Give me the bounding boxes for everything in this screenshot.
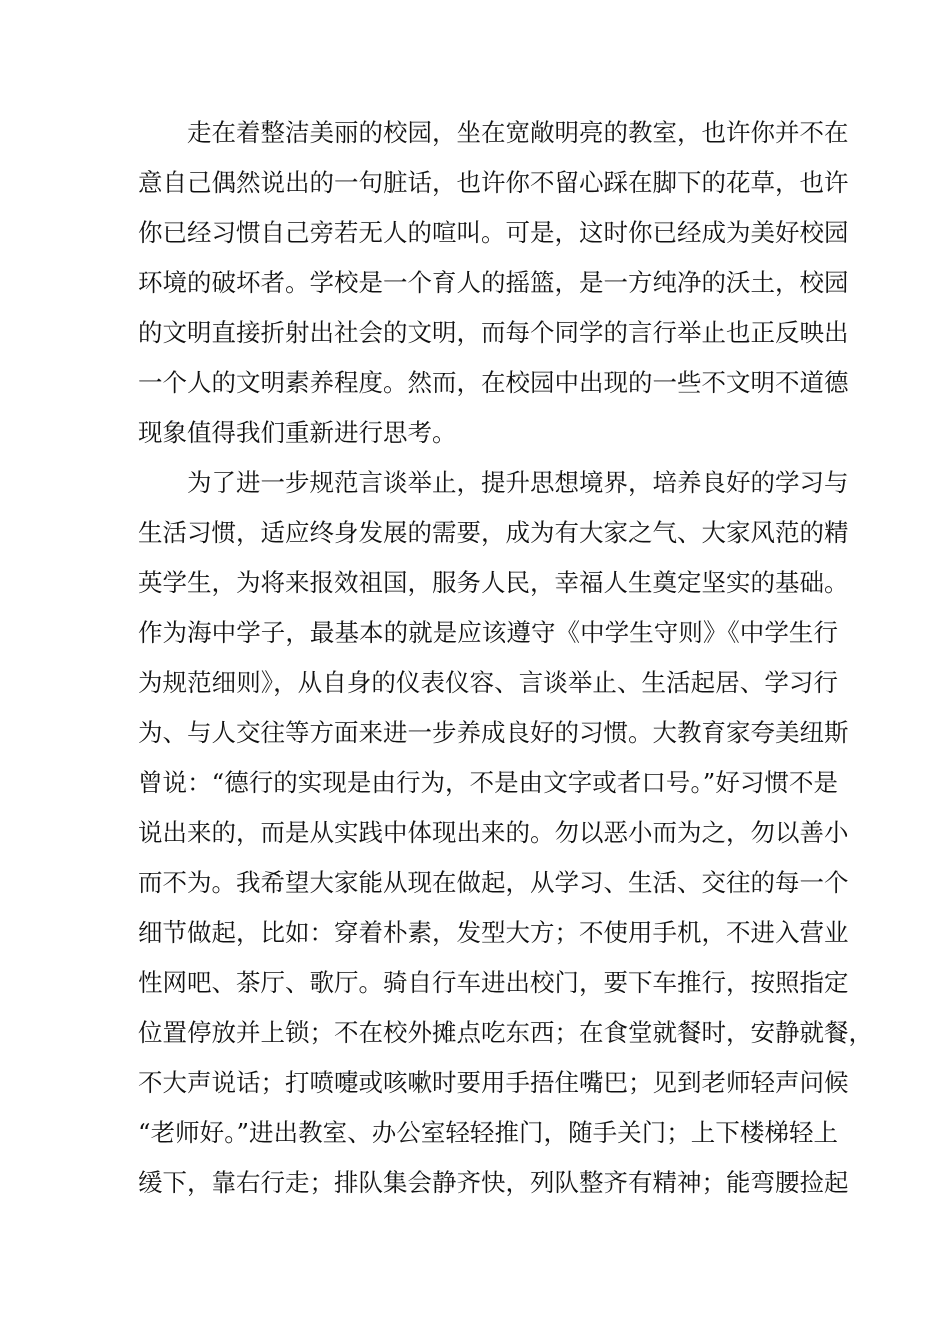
text-line: 意自己偶然说出的一句脏话，也许你不留心踩在脚下的花草，也许 (138, 168, 849, 197)
text-line: 为、与人交往等方面来进一步养成良好的习惯。大教育家夸美纽斯 (138, 718, 849, 747)
text-line (138, 1208, 838, 1258)
text-line: 现象值得我们重新进行思考。 (138, 418, 457, 447)
text-line: 为规范细则》，从自身的仪表仪容、言谈举止、生活起居、学习行 (138, 668, 838, 697)
text-line: 不大声说话；打喷嚏或咳嗽时要用手捂住嘴巴；见到老师轻声问候 (138, 1068, 849, 1097)
paragraph-2 (138, 458, 873, 1308)
paragraph-1 (138, 108, 849, 458)
text-line: 性网吧、茶厅、歌厅。骑自行车进出校门，要下车推行，按照指定 (138, 968, 849, 997)
text-line: 而不为。我希望大家能从现在做起，从学习、生活、交往的每一个 (138, 868, 849, 897)
text-line: 走在着整洁美丽的校园，坐在宽敞明亮的教室，也许你并不在 (187, 118, 849, 147)
text-line: “老师好。”进出教室、办公室轻轻推门，随手关门；上下楼梯轻上 (138, 1118, 838, 1147)
text-line (138, 1258, 838, 1308)
text-line: 英学生，为将来报效祖国，服务人民，幸福人生奠定坚实的基础。 (138, 568, 849, 597)
text-line: 位置停放并上锁；不在校外摊点吃东西；在食堂就餐时，安静就餐， (138, 1018, 873, 1047)
text-line: 作为海中学子，最基本的就是应该遵守《中学生守则》《中学生行 (138, 618, 838, 647)
text-line: 生活习惯，适应终身发展的需要，成为有大家之气、大家风范的精 (138, 518, 849, 547)
text-line: 环境的破坏者。学校是一个育人的摇篮，是一方纯净的沃土，校园 (138, 268, 849, 297)
text-line: 缓下，靠右行走；排队集会静齐快，列队整齐有精神；能弯腰捡起 (138, 1168, 849, 1197)
text-line: 一个人的文明素养程度。然而，在校园中出现的一些不文明不道德 (138, 368, 849, 397)
text-line: 你已经习惯自己旁若无人的喧叫。可是，这时你已经成为美好校园 (138, 218, 849, 247)
document-body (138, 108, 873, 1308)
text-line: 为了进一步规范言谈举止，提升思想境界，培养良好的学习与 (187, 468, 849, 497)
text-line: 说出来的，而是从实践中体现出来的。勿以恶小而为之，勿以善小 (138, 818, 849, 847)
text-line: 曾说：“德行的实现是由行为，不是由文字或者口号。”好习惯不是 (138, 768, 838, 797)
text-line: 的文明直接折射出社会的文明，而每个同学的言行举止也正反映出 (138, 318, 849, 347)
text-line: 细节做起，比如：穿着朴素，发型大方；不使用手机，不进入营业 (138, 918, 849, 947)
